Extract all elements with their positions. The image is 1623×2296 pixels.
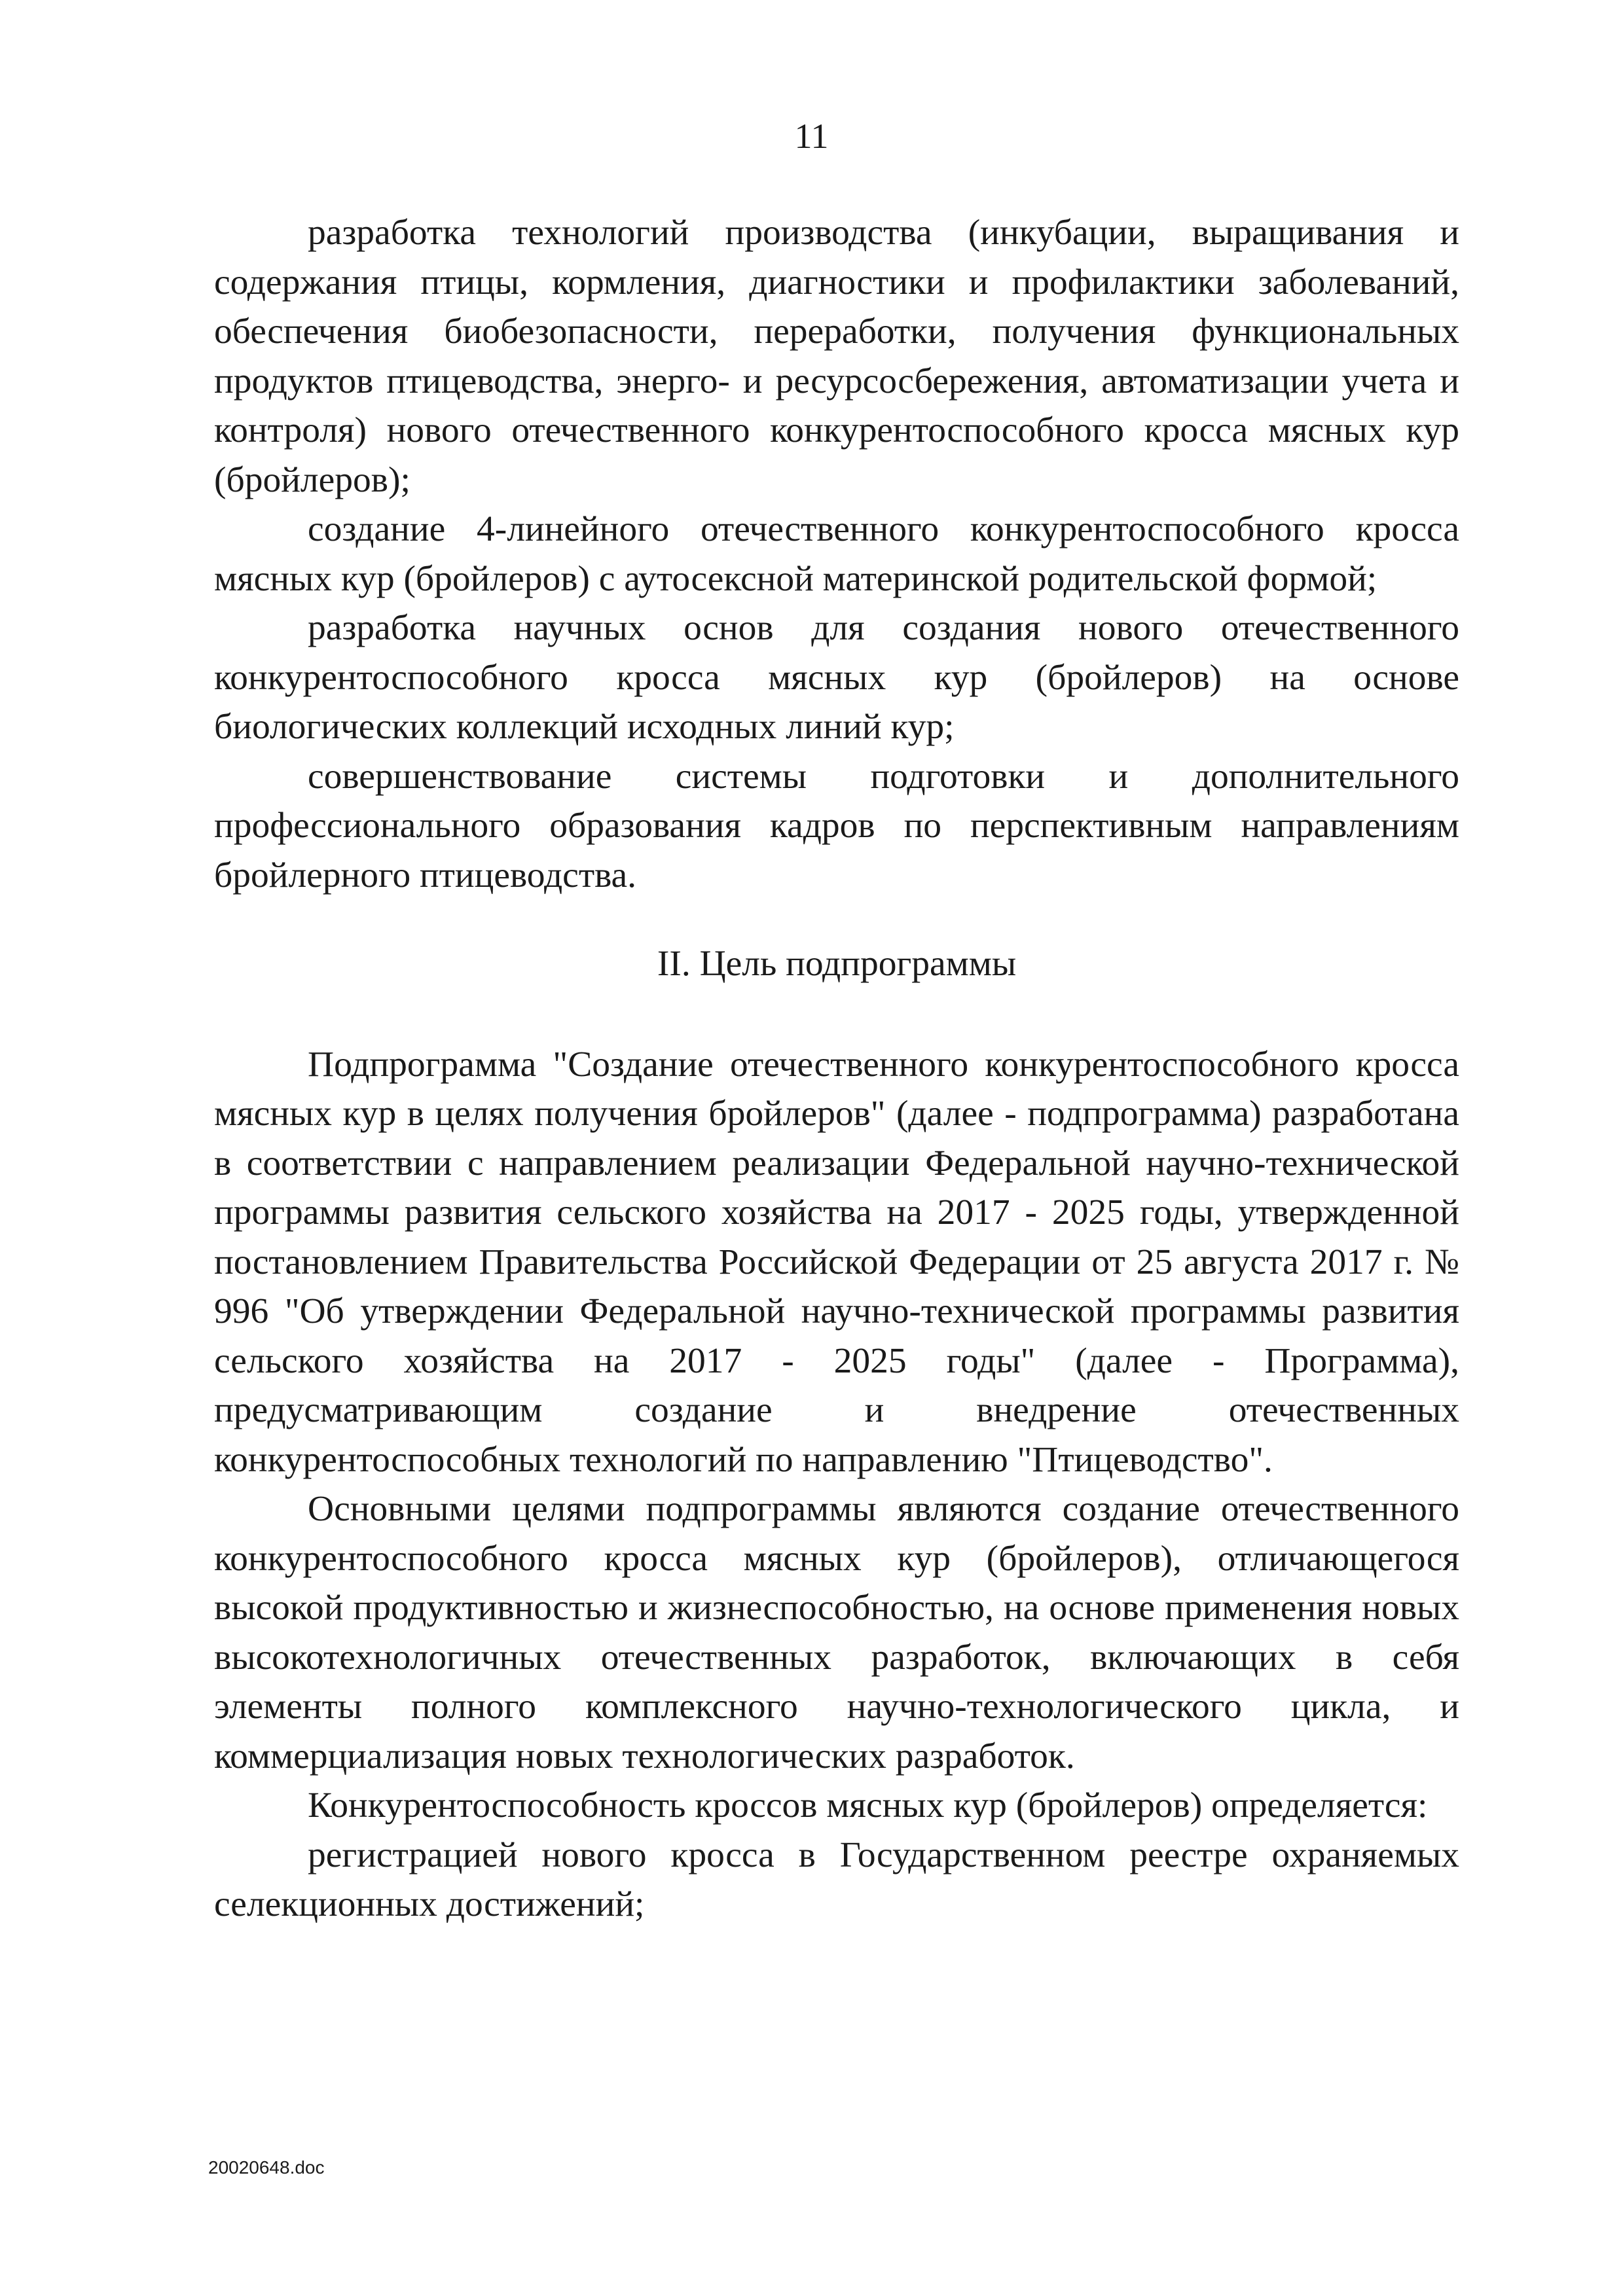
- paragraph-registration: регистрацией нового кросса в Государственном реестре охраняемых селекционных достижений;: [214, 1835, 1459, 1924]
- paragraph-scientific-basis: разработка научных основ для создания нового отечественного конкурентоспособного кросса мясных кур (бройлеров) на основе биологических коллекций исходных линий кур;: [214, 608, 1459, 747]
- document-body: [214, 208, 1459, 1929]
- page-number: 11: [794, 117, 829, 156]
- document-filename: 20020648.doc: [208, 2157, 325, 2178]
- paragraph-subprogram-goals: Основными целями подпрограммы являются создание отечественного конкурентоспособного кросса мясных кур (бройлеров), отличающегося высокой продуктивностью и жизнеспособностью, на основе применения новых высокотехнологичных отечественных разработок, включающих в себя элементы полного комплексного научно-технологического цикла, и коммерциализация новых технологических разработок.: [214, 1489, 1459, 1776]
- section-heading: II. Цель подпрограммы: [657, 944, 1017, 984]
- paragraph-subprogram-description: Подпрограмма "Создание отечественного конкурентоспособного кросса мясных кур в целях получения бройлеров" (далее - подпрограмма) разработана в соответствии с направлением реализации Федеральной научно-технической программы развития сельского хозяйства на 2017 - 2025 годы, утвержденной постановлением Правительства Российской Федерации от 25 августа 2017 г. № 996 "Об утверждении Федеральной научно-технической программы развития сельского хозяйства на 2017 - 2025 годы" (далее - Программа), предусматривающим создание и внедрение отечественных конкурентоспособных технологий по направлению "Птицеводство".: [214, 1044, 1459, 1480]
- paragraph-personnel-training: совершенствование системы подготовки и дополнительного профессионального образования кадров по перспективным направлениям бройлерного птицеводства.: [214, 756, 1459, 895]
- paragraph-competitiveness: Конкурентоспособность кроссов мясных кур (бройлеров) определяется:: [308, 1785, 1428, 1825]
- paragraph-technology-development: разработка технологий производства (инкубации, выращивания и содержания птицы, кормления, диагностики и профилактики заболеваний, обеспечения биобезопасности, переработки, получения функциональных продуктов птицеводства, энерго- и ресурсосбережения, автоматизации учета и контроля) нового отечественного конкурентоспособного кросса мясных кур (бройлеров);: [214, 213, 1459, 500]
- paragraph-four-line-cross: создание 4-линейного отечественного конкурентоспособного кросса мясных кур (бройлеров) с аутосексной материнской родительской формой;: [214, 509, 1459, 599]
